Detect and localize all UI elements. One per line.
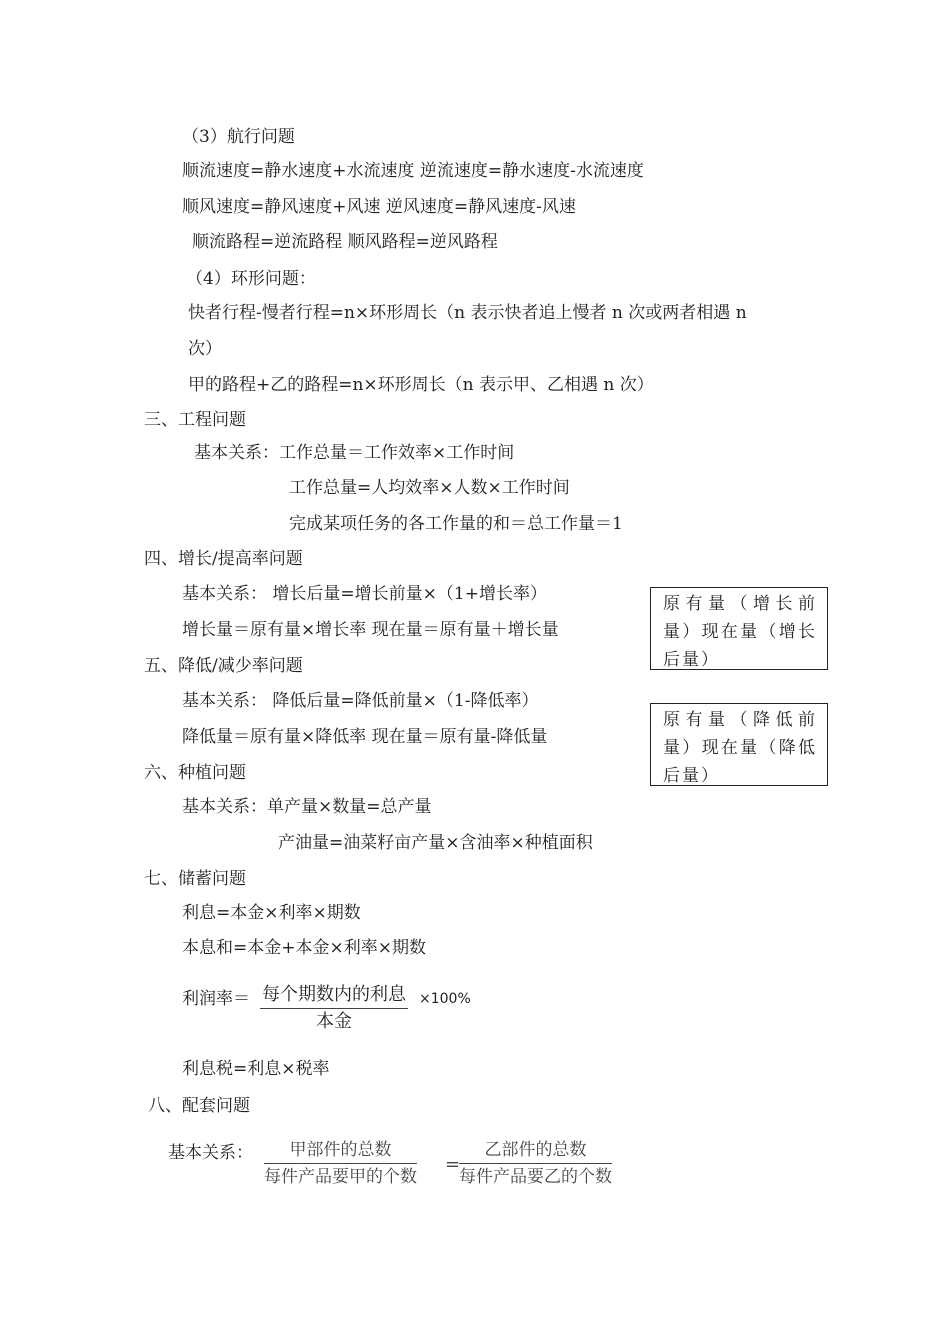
formula-line: 顺风速度=静风速度+风速 逆风速度=静风速度-风速: [182, 197, 576, 217]
formula-line: 顺流速度=静水速度+水流速度 逆流速度=静水速度-水流速度: [182, 161, 644, 181]
note-box-jiangdi: 原有量（降低前量）现在量（降低后量）: [650, 703, 828, 786]
section-title-huanxing: （4）环形问题：: [186, 269, 316, 289]
rate-label: 利润率＝: [182, 989, 250, 1009]
formula-line: 基本关系：工作总量＝工作效率×工作时间: [194, 443, 515, 463]
rate-denominator: 本金: [316, 1011, 352, 1032]
section-title-gongcheng: 三、工程问题: [144, 410, 246, 430]
formula-line: 基本关系： 降低后量=降低前量×（1-降低率）: [182, 691, 539, 711]
formula-line: 次）: [188, 339, 222, 359]
formula-line: 利息=本金×利率×期数: [182, 903, 361, 923]
peitao-label: 基本关系：: [168, 1143, 253, 1163]
section-title-chuxu: 七、储蓄问题: [144, 869, 246, 889]
formula-line: 工作总量=人均效率×人数×工作时间: [289, 478, 570, 498]
formula-line: 利息税=利息×税率: [182, 1059, 330, 1079]
formula-line: 产油量=油菜籽亩产量×含油率×种植面积: [278, 833, 593, 853]
rate-suffix: ×100%: [419, 991, 471, 1007]
rate-fraction: [260, 984, 408, 1033]
formula-line: 基本关系：单产量×数量=总产量: [182, 797, 432, 817]
right-denominator: 每件产品要乙的个数: [459, 1167, 612, 1187]
formula-line: 完成某项任务的各工作量的和＝总工作量＝1: [289, 514, 623, 534]
formula-line: 基本关系： 增长后量=增长前量×（1+增长率）: [182, 584, 547, 604]
note-box-zengzhang: 原有量（增长前量）现在量（增长后量）: [650, 587, 828, 670]
section-title-peitao: 八、配套问题: [148, 1096, 250, 1116]
left-fraction: [264, 1139, 417, 1188]
rate-numerator: 每个期数内的利息: [260, 984, 408, 1009]
formula-line: 增长量＝原有量×增长率 现在量＝原有量＋增长量: [182, 620, 559, 640]
section-title-hangxing: （3）航行问题: [182, 127, 295, 147]
section-title-zengzhang: 四、增长/提高率问题: [144, 549, 303, 569]
section-title-jiangdi: 五、降低/减少率问题: [144, 656, 303, 676]
formula-line: 顺流路程=逆流路程 顺风路程=逆风路程: [192, 232, 498, 252]
formula-line: 降低量＝原有量×降低率 现在量＝原有量-降低量: [182, 727, 548, 747]
formula-line: 甲的路程+乙的路程=n×环形周长（n 表示甲、乙相遇 n 次）: [188, 375, 654, 395]
right-fraction: [459, 1139, 612, 1188]
formula-line: 快者行程-慢者行程=n×环形周长（n 表示快者追上慢者 n 次或两者相遇 n: [188, 303, 747, 323]
right-numerator: 乙部件的总数: [459, 1139, 612, 1164]
left-denominator: 每件产品要甲的个数: [264, 1167, 417, 1187]
section-title-zhongzhi: 六、种植问题: [144, 763, 246, 783]
left-numerator: 甲部件的总数: [264, 1139, 417, 1164]
equals-sign: =: [445, 1154, 461, 1175]
formula-line: 本息和=本金+本金×利率×期数: [182, 938, 426, 958]
